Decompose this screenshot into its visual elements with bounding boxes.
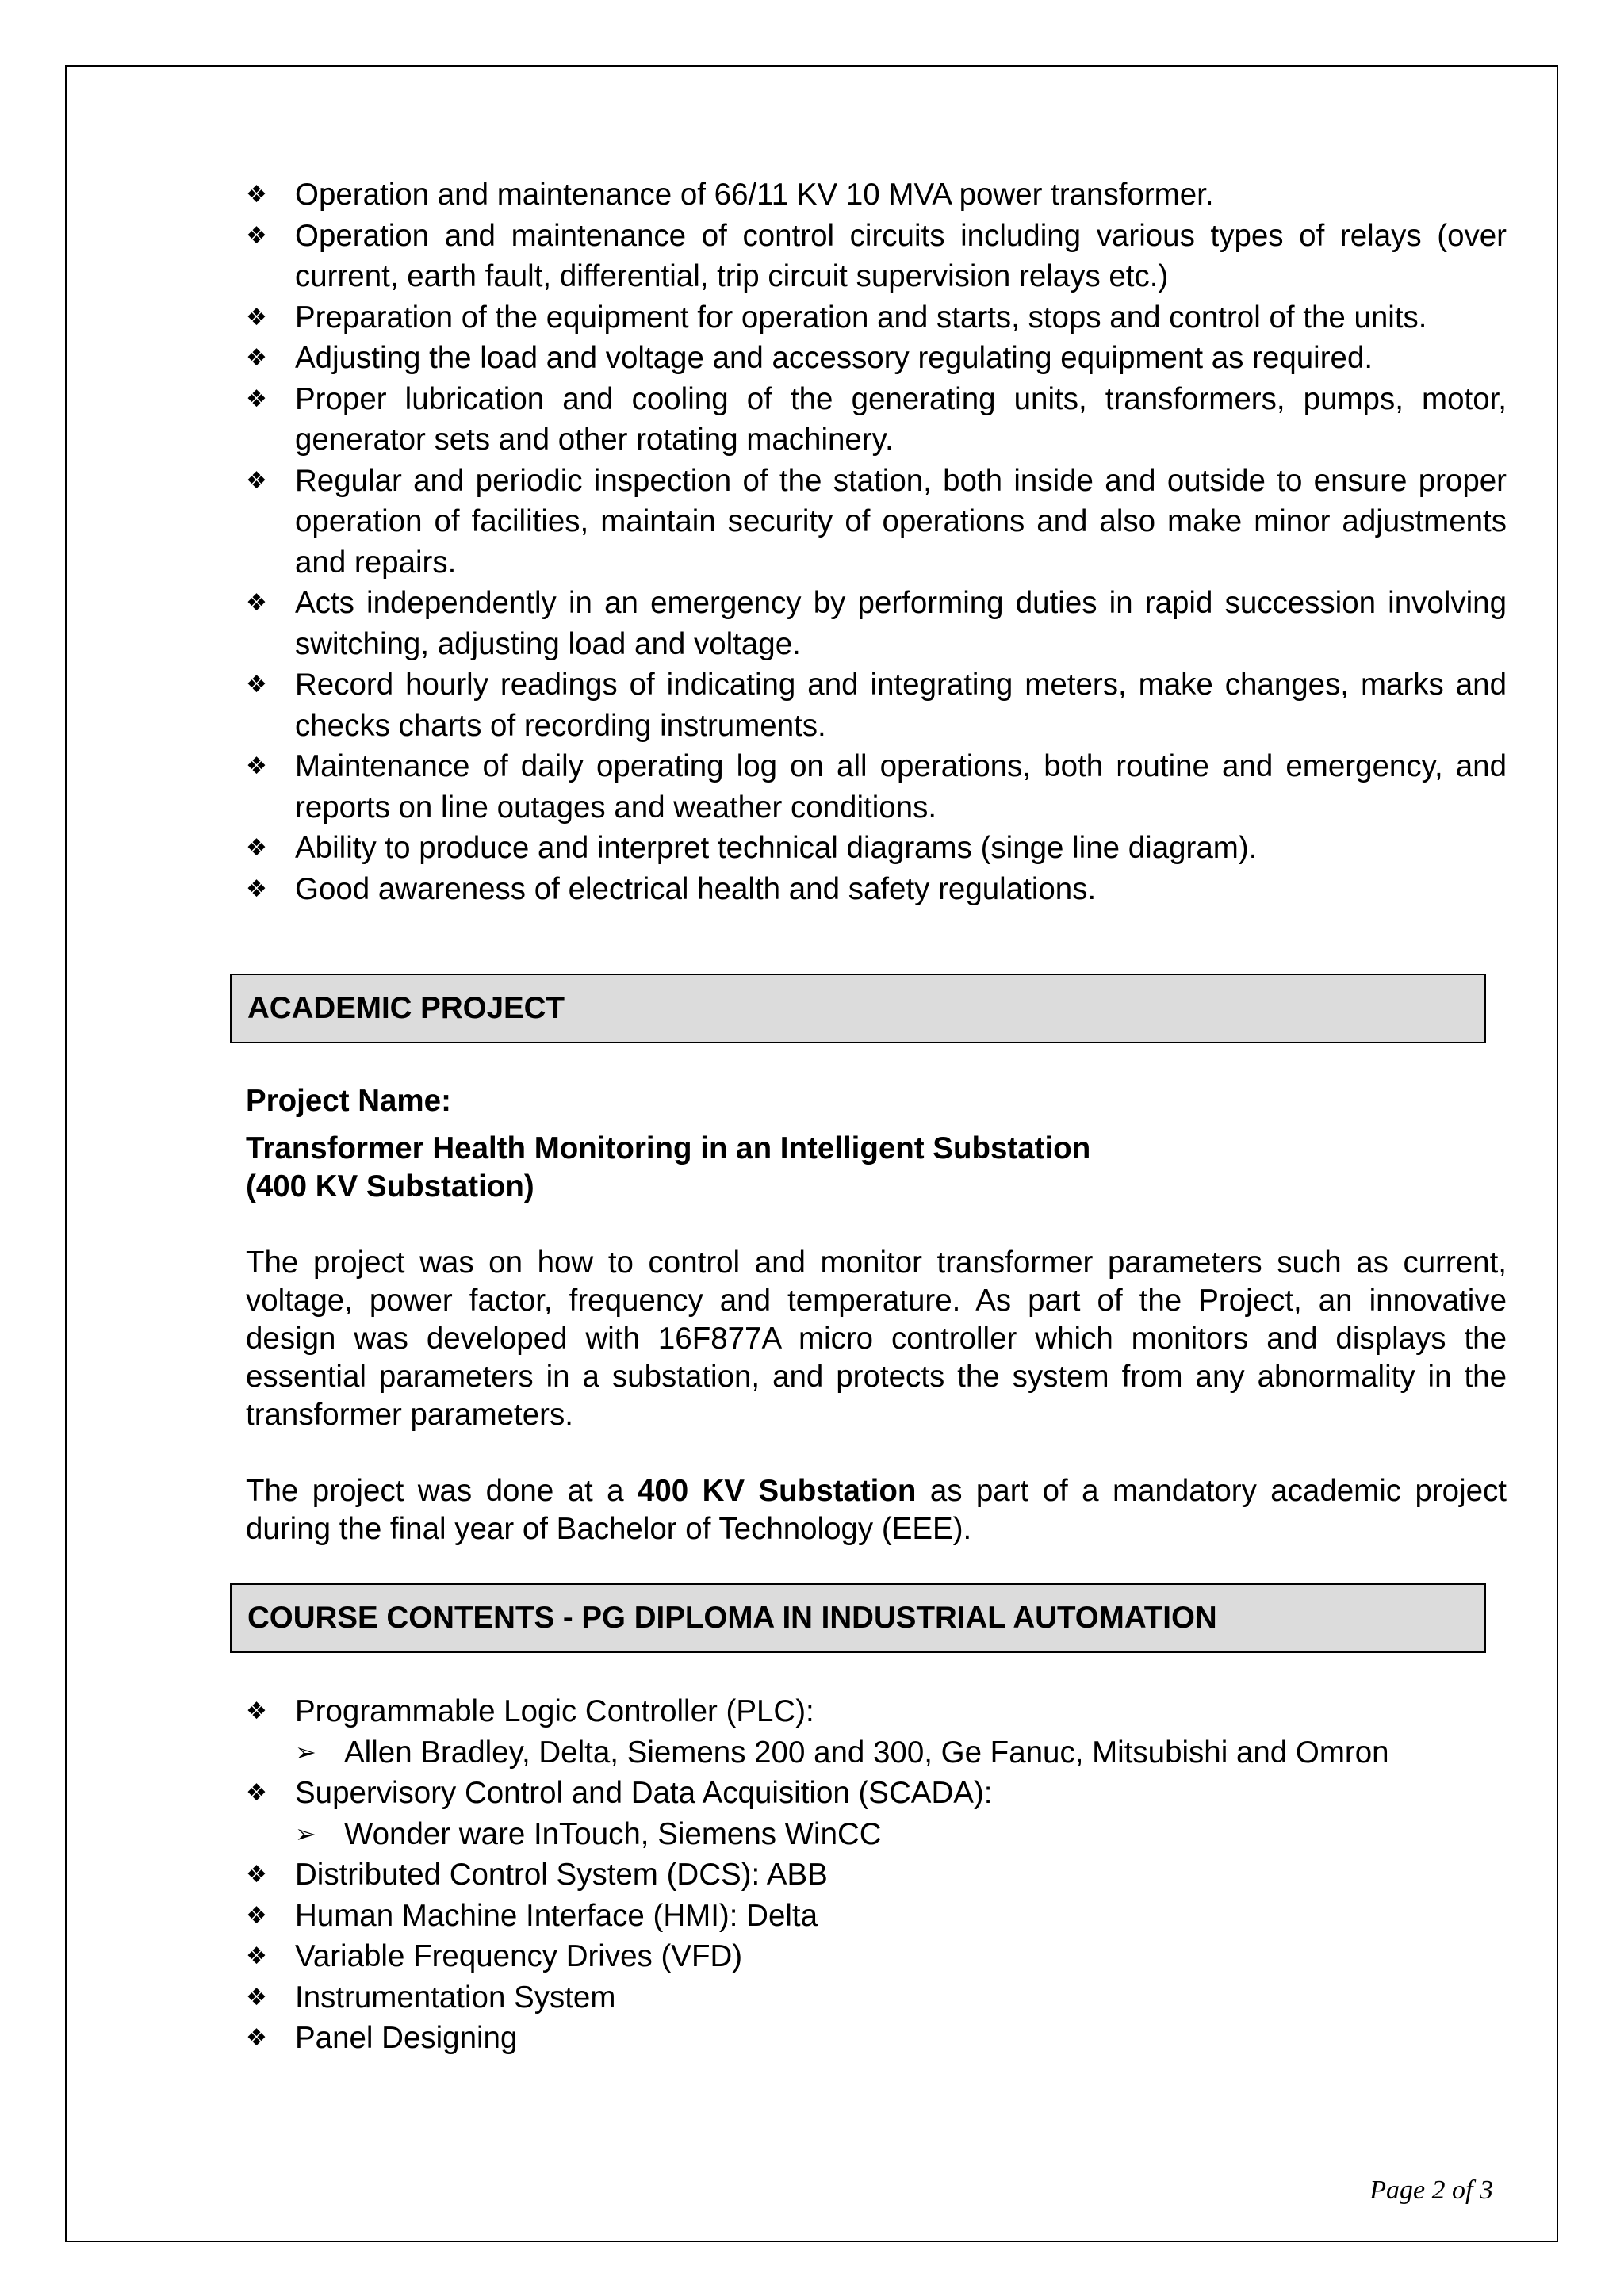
course-contents-section xyxy=(246,1691,1507,2059)
list-item: ❖ Operation and maintenance of 66/11 KV 10 MVA power transformer. xyxy=(246,174,1507,216)
list-item: ❖ Adjusting the load and voltage and accessory regulating equipment as required. xyxy=(246,338,1507,379)
project-title-sub: (400 KV Substation) xyxy=(246,1169,534,1203)
diamond-bullet-icon: ❖ xyxy=(246,181,267,209)
duties-section xyxy=(246,174,1507,909)
list-item: ❖ Proper lubrication and cooling of the generating units, transformers, pumps, motor, generator sets and other rotating machinery. xyxy=(246,379,1507,461)
arrow-bullet-icon: ➢ xyxy=(295,1818,316,1849)
diamond-bullet-icon: ❖ xyxy=(246,344,267,372)
diamond-bullet-icon: ❖ xyxy=(246,834,267,862)
diamond-bullet-icon: ❖ xyxy=(246,1901,267,1930)
course-contents-heading: COURSE CONTENTS - PG DIPLOMA IN INDUSTRIAL AUTOMATION xyxy=(230,1583,1486,1653)
diamond-bullet-icon: ❖ xyxy=(246,1861,267,1888)
project-title: Transformer Health Monitoring in an Intelligent Substation xyxy=(246,1131,1091,1165)
list-item: ❖ Instrumentation System xyxy=(246,1977,1507,2019)
diamond-bullet-icon: ❖ xyxy=(246,752,267,780)
sub-list xyxy=(295,1814,1507,1855)
diamond-bullet-icon: ❖ xyxy=(246,385,267,413)
academic-project-heading: ACADEMIC PROJECT xyxy=(230,974,1486,1043)
arrow-bullet-icon: ➢ xyxy=(295,1736,316,1767)
project-label: Project Name: xyxy=(246,1084,451,1118)
list-item: ❖ Regular and periodic inspection of the station, both inside and outside to ensure proper operation of facilities, maintain security of operations and also make minor adjustments and repairs. xyxy=(246,461,1507,584)
course-list xyxy=(246,1691,1507,2059)
list-item: ❖ Ability to produce and interpret technical diagrams (singe line diagram). xyxy=(246,828,1507,869)
diamond-bullet-icon: ❖ xyxy=(246,221,267,250)
list-item: ❖ Programmable Logic Controller (PLC): ➢ Allen Bradley, Delta, Siemens 200 and 300, Ge Fanuc, Mitsubishi and Omron xyxy=(246,1691,1507,1773)
diamond-bullet-icon: ❖ xyxy=(246,1779,267,1807)
project-location: The project was done at a 400 KV Substation as part of a mandatory academic project during the final year of Bachelor of Technology (EEE). xyxy=(246,1474,1507,1546)
duties-list xyxy=(246,174,1507,909)
list-item: ❖ Maintenance of daily operating log on all operations, both routine and emergency, and reports on line outages and weather conditions. xyxy=(246,746,1507,828)
list-item: ❖ Human Machine Interface (HMI): Delta xyxy=(246,1896,1507,1937)
list-item: ❖ Panel Designing xyxy=(246,2018,1507,2059)
diamond-bullet-icon: ❖ xyxy=(246,1983,267,2011)
diamond-bullet-icon: ❖ xyxy=(246,466,267,495)
list-item: ❖ Operation and maintenance of control circuits including various types of relays (over current, earth fault, differential, trip circuit supervision relays etc.) xyxy=(246,216,1507,297)
sub-list xyxy=(295,1732,1507,1774)
sub-list-item: ➢ Wonder ware InTouch, Siemens WinCC xyxy=(295,1814,1507,1855)
diamond-bullet-icon: ❖ xyxy=(246,1942,267,1970)
list-item: ❖ Variable Frequency Drives (VFD) xyxy=(246,1936,1507,1977)
list-item: ❖ Acts independently in an emergency by performing duties in rapid succession involving switching, adjusting load and voltage. xyxy=(246,583,1507,664)
diamond-bullet-icon: ❖ xyxy=(246,589,267,617)
diamond-bullet-icon: ❖ xyxy=(246,1697,267,1725)
diamond-bullet-icon: ❖ xyxy=(246,671,267,698)
project-description: The project was on how to control and monitor transformer parameters such as current, voltage, power factor, frequency and temperature. As part of the Project, an innovative design was developed with 16F877A micro controller which monitors and displays the essential parameters in a substation, and protects the system from any abnormality in the transformer parameters. xyxy=(246,1246,1507,1432)
list-item: ❖ Distributed Control System (DCS): ABB xyxy=(246,1854,1507,1896)
diamond-bullet-icon: ❖ xyxy=(246,2024,267,2052)
list-item: ❖ Preparation of the equipment for operation and starts, stops and control of the units. xyxy=(246,297,1507,339)
page-number: Page 2 of 3 xyxy=(1369,2175,1493,2205)
list-item: ❖ Record hourly readings of indicating and integrating meters, make changes, marks and checks charts of recording instruments. xyxy=(246,664,1507,746)
diamond-bullet-icon: ❖ xyxy=(246,874,267,903)
diamond-bullet-icon: ❖ xyxy=(246,303,267,331)
list-item: ❖ Supervisory Control and Data Acquisition (SCADA): ➢ Wonder ware InTouch, Siemens WinCC xyxy=(246,1773,1507,1854)
list-item: ❖ Good awareness of electrical health and safety regulations. xyxy=(246,869,1507,910)
academic-project-section xyxy=(246,1082,1507,1548)
sub-list-item: ➢ Allen Bradley, Delta, Siemens 200 and 300, Ge Fanuc, Mitsubishi and Omron xyxy=(295,1732,1507,1774)
